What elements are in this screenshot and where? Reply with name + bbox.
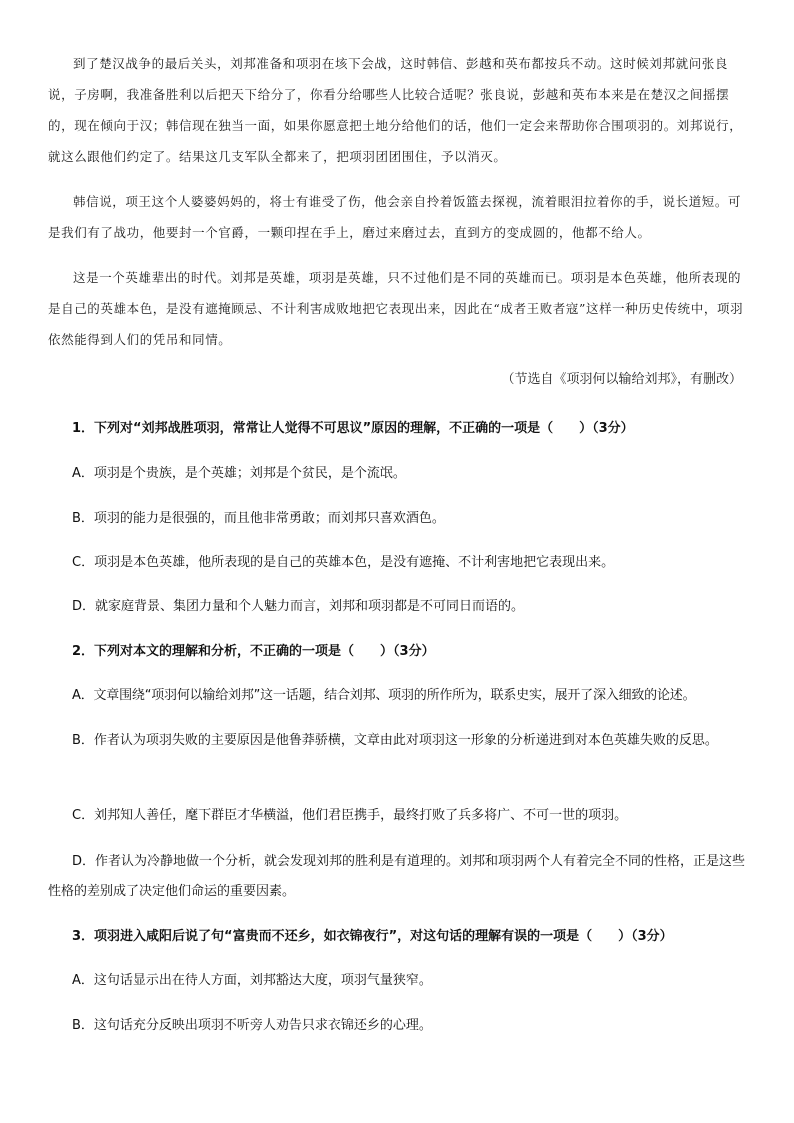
passage-paragraph-3: 这是一个英雄辈出的时代。刘邦是英雄，项羽是英雄，只不过他们是不同的英雄而已。项羽是本色英雄，他所表现的是自己的英雄本色，是没有遮掩顾忌、不计利害成败地把它表现出来，因此在“成者王败者寇”这样一种历史传统中，项羽依然能得到人们的凭吊和同情。: [48, 270, 744, 347]
question-3-option-a: A．这句话显示出在待人方面，刘邦豁达大度，项羽气量狭窄。: [72, 973, 432, 988]
question-2-option-c: C．刘邦知人善任，麾下群臣才华横溢，他们君臣携手，最终打败了兵多将广、不可一世的项羽。: [72, 808, 628, 823]
question-2-option-d: D．作者认为冷静地做一个分析，就会发现刘邦的胜利是有道理的。刘邦和项羽两个人有着完全不同的性格，正是这些性格的差别成了决定他们命运的重要因素。: [48, 854, 746, 899]
question-3-stem: 3．项羽进入咸阳后说了句“富贵而不还乡，如衣锦夜行”，对这句话的理解有误的一项是（ ）（3分）: [72, 929, 673, 944]
passage-paragraph-1: 到了楚汉战争的最后关头，刘邦准备和项羽在垓下会战，这时韩信、彭越和英布都按兵不动。这时候刘邦就问张良说，子房啊，我准备胜利以后把天下给分了，你看分给哪些人比较合适呢？张良说，彭越和英布本来是在楚汉之间摇摆的，现在倾向于汉；韩信现在独当一面，如果你愿意把土地分给他们的话，他们一定会来帮助你合围项羽的。刘邦说行，就这么跟他们约定了。结果这几支军队全都来了，把项羽团团围住，予以消灭。: [48, 56, 743, 164]
question-1-option-a: A．项羽是个贵族，是个英雄；刘邦是个贫民，是个流氓。: [72, 466, 406, 481]
question-1-option-b: B．项羽的能力是很强的，而且他非常勇敢；而刘邦只喜欢酒色。: [72, 511, 445, 526]
question-2-stem: 2．下列对本文的理解和分析，不正确的一项是（ ）（3分）: [72, 644, 435, 659]
question-2-option-a: A．文章围绕“项羽何以输给刘邦”这一话题，结合刘邦、项羽的所作所为，联系史实，展开了深入细致的论述。: [72, 688, 696, 703]
question-1-option-d: D．就家庭背景、集团力量和个人魅力而言，刘邦和项羽都是不可同日而语的。: [72, 599, 525, 614]
question-3-option-b: B．这句话充分反映出项羽不听旁人劝告只求衣锦还乡的心理。: [72, 1018, 432, 1033]
source-citation: （节选自《项羽何以输给刘邦》，有删改）: [501, 372, 742, 387]
passage-paragraph-2: 韩信说，项王这个人婆婆妈妈的，将士有谁受了伤，他会亲自拎着饭篮去探视，流着眼泪拉着你的手，说长道短。可是我们有了战功，他要封一个官爵，一颗印捏在手上，磨过来磨过去，直到方的变成圆的，他都不给人。: [48, 194, 742, 240]
question-2-option-b: B．作者认为项羽失败的主要原因是他鲁莽骄横，文章由此对项羽这一形象的分析递进到对本色英雄失败的反思。: [72, 733, 718, 748]
question-1-stem: 1．下列对“刘邦战胜项羽，常常让人觉得不可思议”原因的理解，不正确的一项是（ ）（3分）: [72, 421, 634, 436]
question-1-option-c: C．项羽是本色英雄，他所表现的是自己的英雄本色，是没有遮掩、不计利害地把它表现出来。: [72, 555, 615, 570]
